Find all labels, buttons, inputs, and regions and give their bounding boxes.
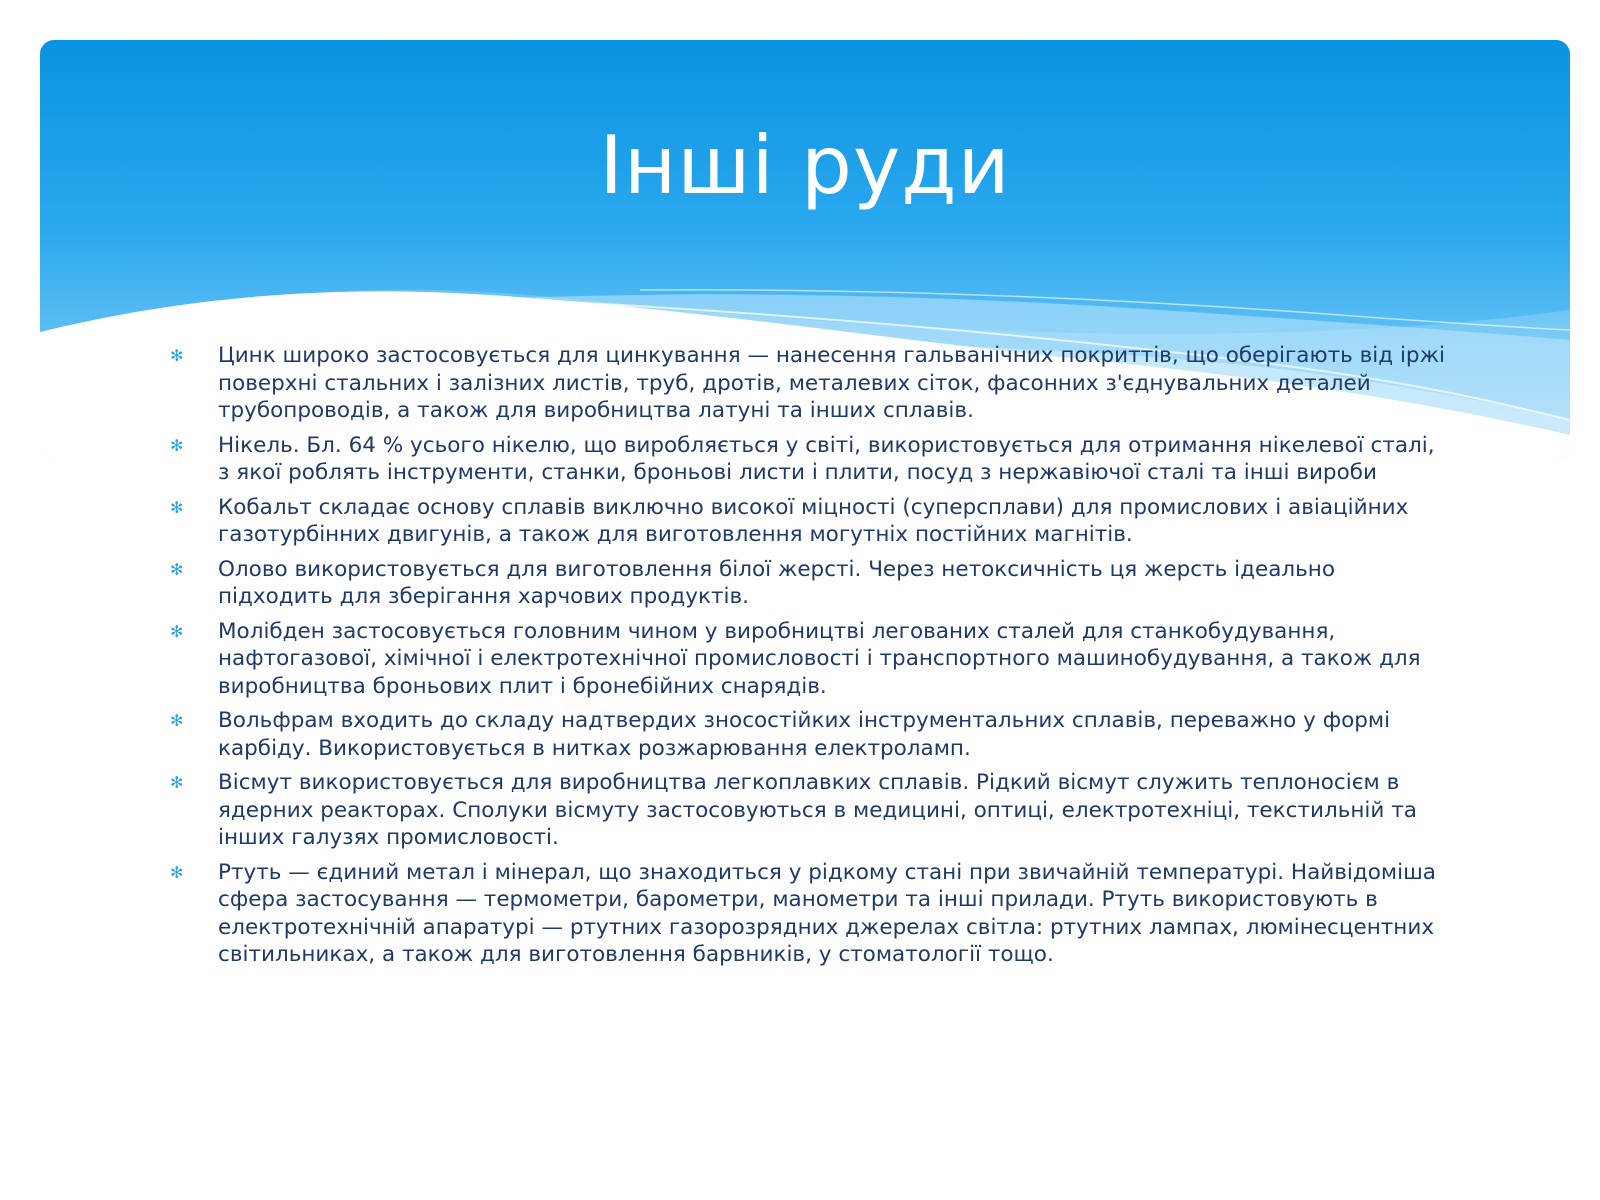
bullet-item-bismuth	[170, 769, 1445, 852]
bullet-item-cobalt	[170, 494, 1445, 549]
bullet-item-molybdenum	[170, 618, 1445, 701]
asterisk-icon: ✻	[170, 435, 184, 455]
bullet-text: Ртуть — єдиний метал і мінерал, що знаходиться у рідкому стані при звичайній температурі. Найвідоміша сфера застосування — термометри, барометри, манометри та інші прилади. Ртуть використовують в електротехнічній апаратурі — ртутних газорозрядних джерелах світла: ртутних лампах, люмінесцентних світильниках, а також для виготовлення барвників, у стоматології тощо.	[218, 859, 1436, 967]
bullet-text: Молібден застосовується головним чином у виробництві легованих сталей для станкобудування, нафтогазової, хімічної і електротехнічної промисловості і транспортного машинобудування, а також для виробництва броньових плит і бронебійних снарядів.	[218, 618, 1421, 699]
bullet-text: Кобальт складає основу сплавів виключно високої міцності (суперсплави) для промислових і авіаційних газотурбінних двигунів, а також для виготовлення могутніх постійних магнітів.	[218, 494, 1409, 547]
bullet-text: Нікель. Бл. 64 % усього нікелю, що виробляється у світі, використовується для отримання нікелевої сталі, з якої роблять інструменти, станки, броньові листи і плити, посуд з нержавіючої сталі та інші вироби	[218, 432, 1435, 485]
asterisk-icon: ✻	[170, 497, 184, 517]
slide-title: Інші руди	[599, 119, 1011, 212]
asterisk-icon: ✻	[170, 862, 184, 882]
bullet-text: Олово використовується для виготовлення білої жерсті. Через нетоксичність ця жерсть ідеально підходить для зберігання харчових продуктів.	[218, 556, 1335, 609]
bullet-item-nickel	[170, 432, 1445, 487]
asterisk-icon: ✻	[170, 711, 184, 730]
bullet-item-tungsten	[170, 707, 1445, 762]
bullet-item-zinc	[170, 342, 1445, 425]
bullet-item-tin	[170, 556, 1445, 611]
bullet-list	[170, 342, 1445, 976]
asterisk-icon: ✻	[170, 346, 184, 365]
asterisk-icon: ✻	[170, 559, 184, 579]
bullet-text: Цинк широко застосовується для цинкування — нанесення гальванічних покриттів, що оберігають від іржі поверхні стальних і залізних листів, труб, дротів, металевих сіток, фасонних з'єднувальних деталей трубопроводів, а також для виробництва латуні та інших сплавів.	[218, 343, 1445, 423]
bullet-text: Вольфрам входить до складу надтвердих зносостійких інструментальних сплавів, переважно у формі карбіду. Використовується в нитках розжарювання електроламп.	[218, 708, 1391, 761]
bullet-item-mercury	[170, 859, 1445, 969]
asterisk-icon: ✻	[170, 621, 184, 641]
bullet-text: Вісмут використовується для виробництва легкоплавких сплавів. Рідкий вісмут служить теплоносієм в ядерних реакторах. Сполуки вісмуту застосовуються в медицині, оптиці, електротехніці, текстильній та інших галузях промисловості.	[218, 770, 1417, 850]
asterisk-icon: ✻	[170, 773, 184, 792]
